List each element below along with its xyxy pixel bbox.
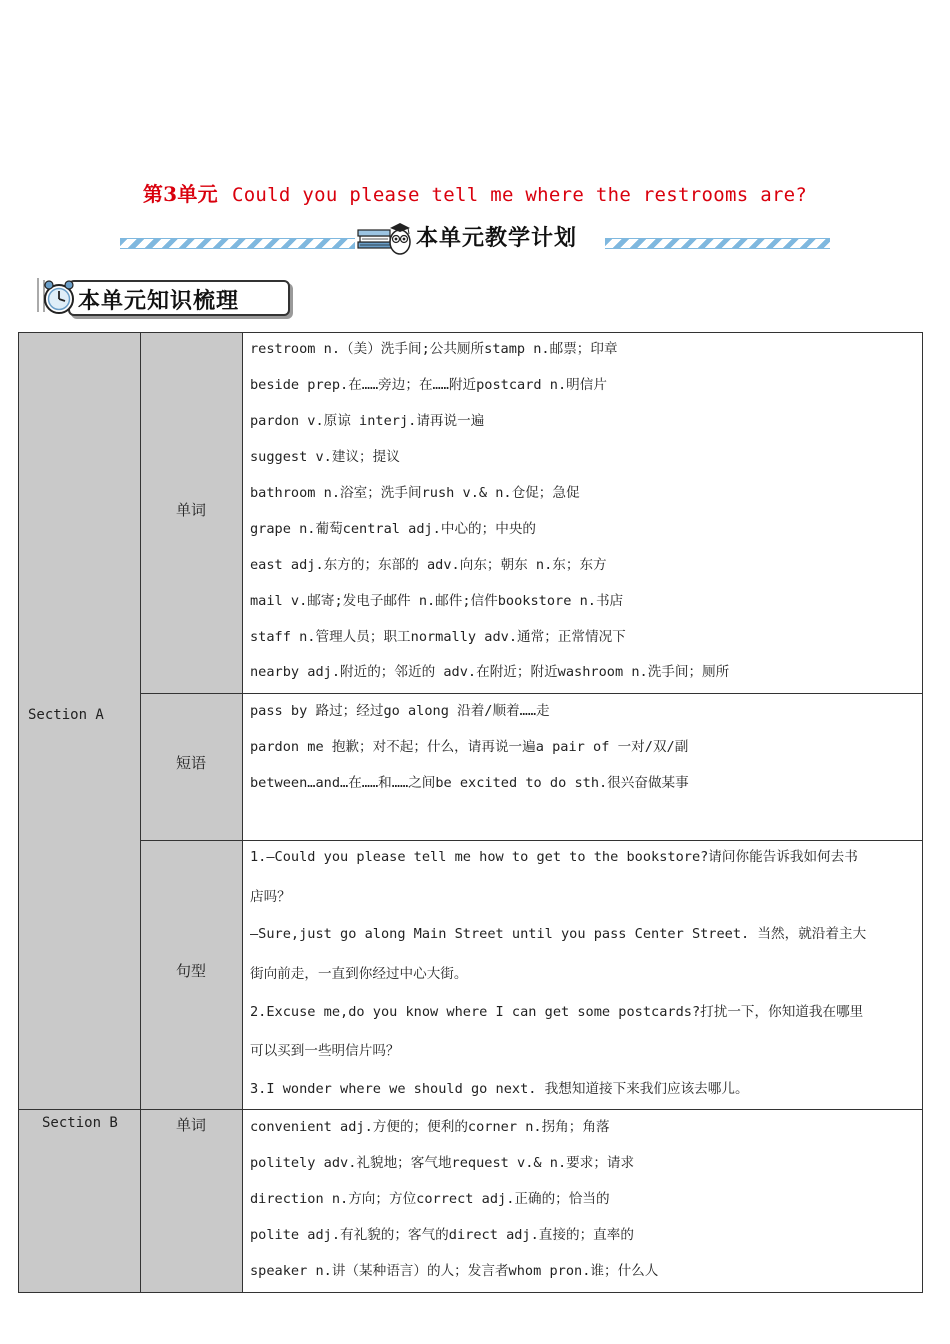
section-b-label: Section B bbox=[42, 1115, 118, 1131]
section-a-sentences-label: 句型 bbox=[176, 962, 207, 980]
table-row: staff n.管理人员；职工normally adv.通常；正常情况下 bbox=[250, 629, 626, 645]
table-row: mail v.邮寄;发电子邮件 n.邮件;信件bookstore n.书店 bbox=[250, 593, 624, 609]
knowledge-table bbox=[18, 332, 923, 1293]
table-row: pass by 路过；经过go along 沿着/顺着……走 bbox=[250, 703, 550, 719]
table-row: direction n.方向；方位correct adj.正确的；恰当的 bbox=[250, 1191, 610, 1207]
plan-banner-text: 本单元教学计划 bbox=[416, 226, 578, 251]
section-heading-text: 本单元知识梳理 bbox=[78, 289, 240, 314]
table-row: restroom n.（美）洗手间;公共厕所stamp n.邮票；印章 bbox=[250, 341, 618, 357]
table-row: nearby adj.附近的；邻近的 adv.在附近；附近washroom n.洗手间；厕所 bbox=[250, 664, 730, 680]
table-row: between…and…在……和……之间be excited to do sth.很兴奋做某事 bbox=[250, 775, 689, 791]
table-row: east adj.东方的；东部的 adv.向东；朝东 n.东；东方 bbox=[250, 557, 607, 573]
table-row: speaker n.讲（某种语言）的人；发言者whom pron.谁；什么人 bbox=[250, 1263, 659, 1279]
table-row: 街向前走，一直到你经过中心大街。 bbox=[250, 966, 468, 982]
banner-stripe-left bbox=[120, 238, 355, 249]
banner-stripe-right bbox=[605, 238, 830, 249]
table-row: 店吗？ bbox=[250, 889, 291, 905]
section-b-words-cell bbox=[140, 1109, 243, 1293]
table-row: polite adj.有礼貌的；客气的direct adj.直接的；直率的 bbox=[250, 1227, 634, 1243]
table-row: convenient adj.方便的；便利的corner n.拐角；角落 bbox=[250, 1119, 610, 1135]
section-b-cell bbox=[18, 1109, 141, 1293]
table-row: suggest v.建议；提议 bbox=[250, 449, 400, 465]
table-row: beside prep.在……旁边；在……附近postcard n.明信片 bbox=[250, 377, 607, 393]
alarm-clock-icon bbox=[32, 276, 80, 316]
table-row: grape n.葡萄central adj.中心的；中央的 bbox=[250, 521, 537, 537]
section-b-words-label: 单词 bbox=[176, 1116, 207, 1134]
unit-label: 第3单元 bbox=[142, 182, 218, 206]
plan-banner bbox=[120, 218, 830, 258]
table-row: 2.Excuse me,do you know where I can get some postcards?打扰一下，你知道我在哪里 bbox=[250, 1004, 864, 1020]
unit-title bbox=[0, 178, 950, 207]
table-row: 可以买到一些明信片吗？ bbox=[250, 1043, 400, 1059]
table-row: —Sure,just go along Main Street until you pass Center Street. 当然，就沿着主大 bbox=[250, 926, 867, 942]
table-row: 3.I wonder where we should go next. 我想知道接下来我们应该去哪儿。 bbox=[250, 1081, 749, 1097]
section-a-words-label: 单词 bbox=[176, 501, 207, 519]
section-a-label: Section A bbox=[28, 707, 104, 723]
table-row: politely adv.礼貌地；客气地request v.& n.要求；请求 bbox=[250, 1155, 635, 1171]
section-heading bbox=[32, 276, 262, 316]
table-row: pardon me 抱歉；对不起；什么，请再说一遍a pair of 一对/双/副 bbox=[250, 739, 689, 755]
unit-title-english: Could you please tell me where the restrooms are? bbox=[231, 184, 808, 206]
table-row: 1.—Could you please tell me how to get to the bookstore?请问你能告诉我如何去书 bbox=[250, 849, 858, 865]
table-row: bathroom n.浴室；洗手间rush v.& n.仓促；急促 bbox=[250, 485, 580, 501]
books-owl-icon bbox=[356, 220, 412, 256]
section-a-phrases-label: 短语 bbox=[176, 754, 207, 772]
table-row: pardon v.原谅 interj.请再说一遍 bbox=[250, 413, 485, 429]
